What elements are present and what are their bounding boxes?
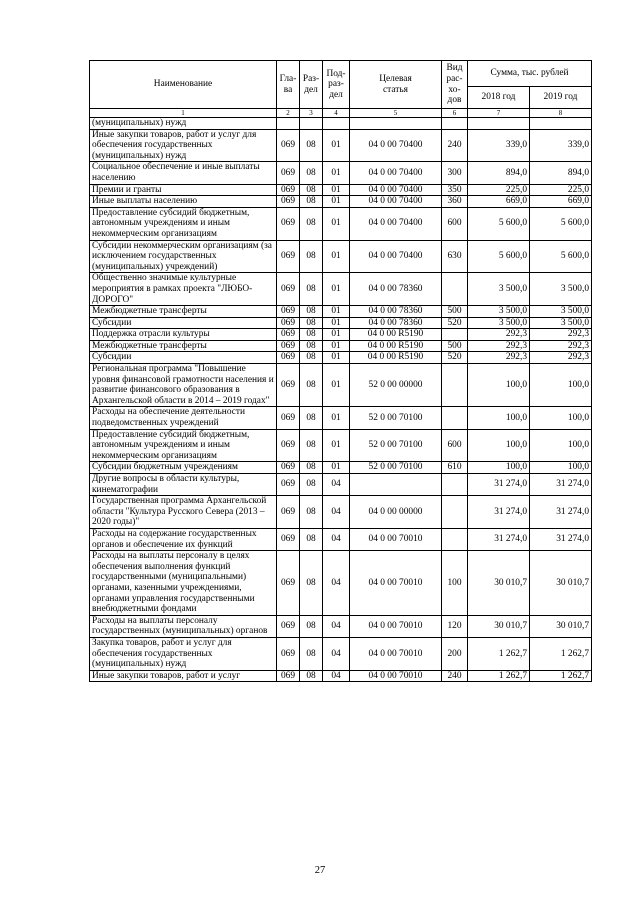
row-sum-2019: 5 600,0 bbox=[530, 207, 592, 240]
row-target: 04 0 00 70010 bbox=[350, 551, 442, 616]
row-name: (муниципальных) нужд bbox=[90, 118, 277, 130]
budget-table bbox=[89, 60, 592, 682]
row-vid: 240 bbox=[442, 670, 468, 682]
row-glava: 069 bbox=[277, 551, 300, 616]
row-vid: 350 bbox=[442, 184, 468, 196]
row-vid bbox=[442, 474, 468, 496]
row-podrazdel: 01 bbox=[323, 273, 350, 306]
row-sum-2019: 292,3 bbox=[530, 340, 592, 352]
row-sum-2018: 30 010,7 bbox=[468, 551, 530, 616]
col-number: 4 bbox=[323, 109, 350, 118]
row-glava: 069 bbox=[277, 240, 300, 273]
row-podrazdel bbox=[323, 118, 350, 130]
page-number: 27 bbox=[314, 865, 326, 876]
row-sum-2019: 669,0 bbox=[530, 196, 592, 208]
row-podrazdel: 01 bbox=[323, 184, 350, 196]
row-name: Межбюджетные трансферты bbox=[90, 340, 277, 352]
row-target: 04 0 00 R5190 bbox=[350, 329, 442, 341]
header-vid: Вид рас- хо- дов bbox=[442, 61, 468, 109]
table-row bbox=[90, 306, 592, 318]
row-sum-2019: 5 600,0 bbox=[530, 240, 592, 273]
row-name: Иные выплаты населению bbox=[90, 196, 277, 208]
table-row bbox=[90, 273, 592, 306]
table-row bbox=[90, 615, 592, 637]
row-razdel: 08 bbox=[300, 407, 323, 429]
header-2018: 2018 год bbox=[468, 87, 530, 109]
row-vid: 100 bbox=[442, 551, 468, 616]
row-target: 04 0 00 70010 bbox=[350, 670, 442, 682]
row-vid: 240 bbox=[442, 129, 468, 162]
row-vid: 600 bbox=[442, 207, 468, 240]
table-row bbox=[90, 429, 592, 462]
row-sum-2018: 100,0 bbox=[468, 462, 530, 474]
header-name: Наименование bbox=[90, 61, 277, 109]
row-sum-2019: 339,0 bbox=[530, 129, 592, 162]
row-razdel bbox=[300, 118, 323, 130]
row-sum-2018: 100,0 bbox=[468, 364, 530, 407]
row-podrazdel: 04 bbox=[323, 637, 350, 670]
table-row bbox=[90, 496, 592, 529]
row-razdel: 08 bbox=[300, 329, 323, 341]
row-podrazdel: 04 bbox=[323, 528, 350, 550]
row-target: 04 0 00 70400 bbox=[350, 196, 442, 208]
row-target: 04 0 00 70010 bbox=[350, 637, 442, 670]
col-number: 8 bbox=[530, 109, 592, 118]
table-row bbox=[90, 551, 592, 616]
col-number: 1 bbox=[90, 109, 277, 118]
row-razdel: 08 bbox=[300, 162, 323, 184]
header-glava: Гла- ва bbox=[277, 61, 300, 109]
row-razdel: 08 bbox=[300, 670, 323, 682]
row-glava: 069 bbox=[277, 364, 300, 407]
row-name: Субсидии некоммерческим организациям (за исключением государственных (муниципальных) учреждений) bbox=[90, 240, 277, 273]
row-glava: 069 bbox=[277, 207, 300, 240]
row-vid bbox=[442, 118, 468, 130]
table-row bbox=[90, 317, 592, 329]
row-target: 04 0 00 70400 bbox=[350, 162, 442, 184]
row-vid bbox=[442, 364, 468, 407]
col-number: 5 bbox=[350, 109, 442, 118]
row-target: 04 0 00 70400 bbox=[350, 184, 442, 196]
row-target: 04 0 00 70010 bbox=[350, 615, 442, 637]
row-sum-2018: 3 500,0 bbox=[468, 306, 530, 318]
row-glava: 069 bbox=[277, 129, 300, 162]
row-sum-2019: 1 262,7 bbox=[530, 637, 592, 670]
row-glava: 069 bbox=[277, 429, 300, 462]
row-name: Субсидии bbox=[90, 317, 277, 329]
col-number: 3 bbox=[300, 109, 323, 118]
row-glava: 069 bbox=[277, 670, 300, 682]
row-sum-2018: 31 274,0 bbox=[468, 528, 530, 550]
row-vid bbox=[442, 407, 468, 429]
row-target: 52 0 00 70100 bbox=[350, 462, 442, 474]
table-row bbox=[90, 207, 592, 240]
row-glava bbox=[277, 118, 300, 130]
row-vid: 300 bbox=[442, 162, 468, 184]
row-sum-2018: 292,3 bbox=[468, 352, 530, 364]
row-podrazdel: 04 bbox=[323, 615, 350, 637]
table-row bbox=[90, 407, 592, 429]
table-row bbox=[90, 670, 592, 682]
row-razdel: 08 bbox=[300, 615, 323, 637]
row-glava: 069 bbox=[277, 196, 300, 208]
row-sum-2019: 30 010,7 bbox=[530, 615, 592, 637]
row-vid: 600 bbox=[442, 429, 468, 462]
row-name: Социальное обеспечение и иные выплаты населению bbox=[90, 162, 277, 184]
row-razdel: 08 bbox=[300, 352, 323, 364]
row-razdel: 08 bbox=[300, 240, 323, 273]
row-sum-2018: 339,0 bbox=[468, 129, 530, 162]
table-row bbox=[90, 240, 592, 273]
row-name: Предоставление субсидий бюджетным, автономным учреждениям и иным некоммерческим организациям bbox=[90, 207, 277, 240]
row-podrazdel: 01 bbox=[323, 207, 350, 240]
row-podrazdel: 01 bbox=[323, 340, 350, 352]
table-row bbox=[90, 352, 592, 364]
row-podrazdel: 01 bbox=[323, 306, 350, 318]
row-razdel: 08 bbox=[300, 306, 323, 318]
row-razdel: 08 bbox=[300, 496, 323, 529]
row-podrazdel: 04 bbox=[323, 551, 350, 616]
row-sum-2019: 100,0 bbox=[530, 407, 592, 429]
row-sum-2018: 292,3 bbox=[468, 340, 530, 352]
row-name: Субсидии бюджетным учреждениям bbox=[90, 462, 277, 474]
row-sum-2018: 100,0 bbox=[468, 407, 530, 429]
row-target: 04 0 00 70010 bbox=[350, 528, 442, 550]
row-sum-2018: 1 262,7 bbox=[468, 637, 530, 670]
row-razdel: 08 bbox=[300, 364, 323, 407]
row-target: 04 0 00 70400 bbox=[350, 129, 442, 162]
row-vid: 200 bbox=[442, 637, 468, 670]
row-sum-2018: 5 600,0 bbox=[468, 207, 530, 240]
row-name: Закупка товаров, работ и услуг для обеспечения государственных (муниципальных) нужд bbox=[90, 637, 277, 670]
row-name: Общественно значимые культурные мероприятия в рамках проекта "ЛЮБО-ДОРОГО" bbox=[90, 273, 277, 306]
row-razdel: 08 bbox=[300, 474, 323, 496]
table-row bbox=[90, 528, 592, 550]
row-sum-2019: 100,0 bbox=[530, 364, 592, 407]
row-vid: 520 bbox=[442, 317, 468, 329]
row-vid: 500 bbox=[442, 306, 468, 318]
table-row bbox=[90, 184, 592, 196]
row-name: Государственная программа Архангельской области "Культура Русского Севера (2013 – 2020 годы)" bbox=[90, 496, 277, 529]
table-row bbox=[90, 637, 592, 670]
row-name: Субсидии bbox=[90, 352, 277, 364]
row-sum-2018: 31 274,0 bbox=[468, 474, 530, 496]
row-name: Межбюджетные трансферты bbox=[90, 306, 277, 318]
row-sum-2018: 5 600,0 bbox=[468, 240, 530, 273]
row-podrazdel: 01 bbox=[323, 317, 350, 329]
table-row bbox=[90, 340, 592, 352]
row-podrazdel: 01 bbox=[323, 329, 350, 341]
row-vid: 120 bbox=[442, 615, 468, 637]
row-sum-2018: 1 262,7 bbox=[468, 670, 530, 682]
col-number: 7 bbox=[468, 109, 530, 118]
row-target: 52 0 00 70100 bbox=[350, 429, 442, 462]
row-sum-2019: 3 500,0 bbox=[530, 273, 592, 306]
row-glava: 069 bbox=[277, 615, 300, 637]
table-row bbox=[90, 474, 592, 496]
row-name: Расходы на выплаты персоналу в целях обеспечения выполнения функций государственными (муниципальными) органами, казенными учреждениями, органами управления государственными внебюджетными фондами bbox=[90, 551, 277, 616]
row-target: 52 0 00 70100 bbox=[350, 407, 442, 429]
row-glava: 069 bbox=[277, 317, 300, 329]
column-number-row bbox=[90, 109, 592, 118]
table-row bbox=[90, 329, 592, 341]
row-sum-2018: 3 500,0 bbox=[468, 317, 530, 329]
row-podrazdel: 04 bbox=[323, 474, 350, 496]
row-sum-2018: 292,3 bbox=[468, 329, 530, 341]
row-target: 52 0 00 00000 bbox=[350, 364, 442, 407]
row-glava: 069 bbox=[277, 184, 300, 196]
row-podrazdel: 01 bbox=[323, 364, 350, 407]
table-row bbox=[90, 118, 592, 130]
row-target: 04 0 00 00000 bbox=[350, 496, 442, 529]
row-sum-2018: 100,0 bbox=[468, 429, 530, 462]
row-glava: 069 bbox=[277, 407, 300, 429]
row-razdel: 08 bbox=[300, 317, 323, 329]
row-sum-2019: 225,0 bbox=[530, 184, 592, 196]
row-sum-2018: 669,0 bbox=[468, 196, 530, 208]
row-razdel: 08 bbox=[300, 340, 323, 352]
row-sum-2018: 3 500,0 bbox=[468, 273, 530, 306]
row-razdel: 08 bbox=[300, 207, 323, 240]
row-glava: 069 bbox=[277, 496, 300, 529]
row-glava: 069 bbox=[277, 306, 300, 318]
row-razdel: 08 bbox=[300, 637, 323, 670]
row-podrazdel: 04 bbox=[323, 670, 350, 682]
row-podrazdel: 01 bbox=[323, 462, 350, 474]
row-name: Расходы на содержание государственных органов и обеспечение их функций bbox=[90, 528, 277, 550]
row-vid: 500 bbox=[442, 340, 468, 352]
row-sum-2019: 100,0 bbox=[530, 462, 592, 474]
header-razdel: Раз- дел bbox=[300, 61, 323, 109]
row-target: 04 0 00 78360 bbox=[350, 317, 442, 329]
row-glava: 069 bbox=[277, 340, 300, 352]
row-name: Иные закупки товаров, работ и услуг bbox=[90, 670, 277, 682]
row-vid: 630 bbox=[442, 240, 468, 273]
row-sum-2019: 30 010,7 bbox=[530, 551, 592, 616]
row-razdel: 08 bbox=[300, 196, 323, 208]
row-razdel: 08 bbox=[300, 462, 323, 474]
table-row bbox=[90, 364, 592, 407]
header-sum: Сумма, тыс. рублей bbox=[468, 61, 592, 87]
row-vid: 360 bbox=[442, 196, 468, 208]
row-podrazdel: 04 bbox=[323, 496, 350, 529]
row-sum-2018: 225,0 bbox=[468, 184, 530, 196]
col-number: 6 bbox=[442, 109, 468, 118]
row-target: 04 0 00 78360 bbox=[350, 306, 442, 318]
table-row bbox=[90, 462, 592, 474]
row-sum-2019: 292,3 bbox=[530, 329, 592, 341]
row-podrazdel: 01 bbox=[323, 352, 350, 364]
row-podrazdel: 01 bbox=[323, 129, 350, 162]
row-name: Расходы на выплаты персоналу государственных (муниципальных) органов bbox=[90, 615, 277, 637]
row-sum-2019: 894,0 bbox=[530, 162, 592, 184]
row-sum-2018: 31 274,0 bbox=[468, 496, 530, 529]
row-podrazdel: 01 bbox=[323, 240, 350, 273]
header-target: Целевая статья bbox=[350, 61, 442, 109]
row-name: Премии и гранты bbox=[90, 184, 277, 196]
row-sum-2019 bbox=[530, 118, 592, 130]
row-sum-2018: 30 010,7 bbox=[468, 615, 530, 637]
row-glava: 069 bbox=[277, 352, 300, 364]
row-name: Иные закупки товаров, работ и услуг для обеспечения государственных (муниципальных) нужд bbox=[90, 129, 277, 162]
row-name: Предоставление субсидий бюджетным, автономным учреждениям и иным некоммерческим организациям bbox=[90, 429, 277, 462]
row-razdel: 08 bbox=[300, 273, 323, 306]
row-vid bbox=[442, 496, 468, 529]
row-sum-2019: 31 274,0 bbox=[530, 528, 592, 550]
row-target bbox=[350, 474, 442, 496]
row-razdel: 08 bbox=[300, 551, 323, 616]
row-target: 04 0 00 78360 bbox=[350, 273, 442, 306]
row-razdel: 08 bbox=[300, 184, 323, 196]
row-podrazdel: 01 bbox=[323, 196, 350, 208]
header-podrazdel: Под- раз- дел bbox=[323, 61, 350, 109]
row-target: 04 0 00 70400 bbox=[350, 207, 442, 240]
row-podrazdel: 01 bbox=[323, 429, 350, 462]
row-glava: 069 bbox=[277, 528, 300, 550]
row-sum-2019: 292,3 bbox=[530, 352, 592, 364]
row-target: 04 0 00 R5190 bbox=[350, 340, 442, 352]
row-name: Поддержка отрасли культуры bbox=[90, 329, 277, 341]
row-glava: 069 bbox=[277, 474, 300, 496]
row-vid bbox=[442, 528, 468, 550]
row-target bbox=[350, 118, 442, 130]
row-target: 04 0 00 R5190 bbox=[350, 352, 442, 364]
row-sum-2019: 100,0 bbox=[530, 429, 592, 462]
row-vid: 610 bbox=[442, 462, 468, 474]
row-glava: 069 bbox=[277, 273, 300, 306]
table-body bbox=[90, 118, 592, 682]
row-target: 04 0 00 70400 bbox=[350, 240, 442, 273]
row-razdel: 08 bbox=[300, 528, 323, 550]
row-podrazdel: 01 bbox=[323, 162, 350, 184]
row-razdel: 08 bbox=[300, 129, 323, 162]
row-name: Расходы на обеспечение деятельности подведомственных учреждений bbox=[90, 407, 277, 429]
row-podrazdel: 01 bbox=[323, 407, 350, 429]
row-sum-2019: 31 274,0 bbox=[530, 474, 592, 496]
row-name: Региональная программа "Повышение уровня финансовой грамотности населения и развитие финансового образования в Архангельской области в 2014 – 2019 годах" bbox=[90, 364, 277, 407]
row-sum-2019: 3 500,0 bbox=[530, 317, 592, 329]
table-row bbox=[90, 162, 592, 184]
row-sum-2019: 31 274,0 bbox=[530, 496, 592, 529]
row-sum-2018: 894,0 bbox=[468, 162, 530, 184]
row-vid bbox=[442, 273, 468, 306]
row-name: Другие вопросы в области культуры, кинематографии bbox=[90, 474, 277, 496]
row-glava: 069 bbox=[277, 637, 300, 670]
row-sum-2019: 3 500,0 bbox=[530, 306, 592, 318]
row-glava: 069 bbox=[277, 329, 300, 341]
table-row bbox=[90, 196, 592, 208]
row-vid bbox=[442, 329, 468, 341]
row-glava: 069 bbox=[277, 462, 300, 474]
row-sum-2019: 1 262,7 bbox=[530, 670, 592, 682]
header-2019: 2019 год bbox=[530, 87, 592, 109]
row-razdel: 08 bbox=[300, 429, 323, 462]
row-glava: 069 bbox=[277, 162, 300, 184]
col-number: 2 bbox=[277, 109, 300, 118]
row-sum-2018 bbox=[468, 118, 530, 130]
row-vid: 520 bbox=[442, 352, 468, 364]
table-row bbox=[90, 129, 592, 162]
